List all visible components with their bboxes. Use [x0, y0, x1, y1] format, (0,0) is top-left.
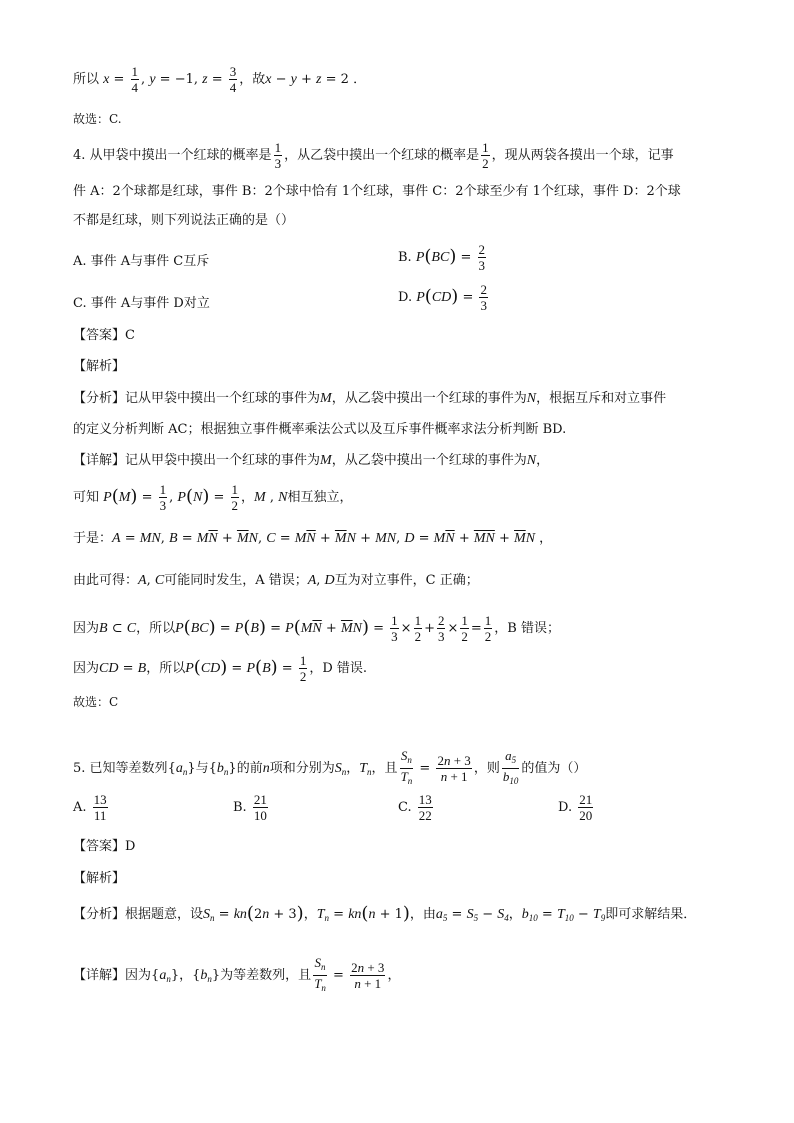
text: ，B 错误； — [494, 621, 560, 636]
text: ，故 — [239, 72, 266, 87]
option-label: D. — [398, 290, 413, 305]
text: 根据题意，设 — [125, 907, 204, 922]
text: 由此可得： — [73, 573, 139, 588]
answer-label: 【答案】 — [73, 839, 126, 854]
fraction: $\frac{1}{2}$ — [482, 140, 489, 171]
q4-stem-line3: 不都是红球，则下列说法正确的是（） — [73, 213, 295, 228]
text: ，且 — [371, 761, 398, 776]
text: ． — [353, 72, 367, 87]
text: ，从乙袋中摸出一个红球的事件为 — [331, 453, 527, 468]
q5-analysis-heading: 【解析】 — [73, 871, 126, 886]
numerator: 21 — [579, 792, 593, 807]
denominator: 10 — [253, 808, 267, 823]
q4-detail-line6: 因为CD = B，所以P(CD) = P(B) = $\frac{1}{2}$ ，D 错误. — [73, 653, 368, 684]
text: 于是： — [73, 531, 113, 546]
option-label: C. — [398, 800, 412, 815]
text: 与 — [195, 761, 209, 776]
q4-detail-line4: 由此可得：A, C可能同时发生，A 错误；A, D互为对立事件，C 正确； — [73, 573, 479, 588]
section-label: 【详解】 — [73, 968, 126, 983]
q4-stem-line2: 件 A：2个球都是红球，事件 B：2个球中恰有 1个红球，事件 C：2个球至少有 1个红球，事件 D：2个球 — [73, 184, 681, 199]
q5-option-a — [73, 792, 110, 823]
text: ， — [179, 968, 193, 983]
result-line: 所以 x = $\frac{1}{4}$ , y = −1, z = $\frac{3}{4}$ ，故x − y + z = 2 ． — [73, 64, 367, 95]
text: ，根据互斥和对立事件 — [536, 391, 667, 406]
numerator: 13 — [418, 792, 432, 807]
q4-stem-line1 — [73, 140, 674, 171]
text: 从甲袋中摸出一个红球的概率是 — [89, 148, 272, 163]
text: ，现从两袋各摸出一个球，记事 — [491, 148, 674, 163]
text: ，D 错误. — [309, 661, 368, 676]
numerator: 21 — [253, 792, 267, 807]
q4-option-a: A. 事件 A与事件 C互斥 — [73, 254, 210, 269]
denominator: 22 — [418, 808, 432, 823]
q5-option-d — [558, 792, 595, 823]
option-label: A. — [73, 800, 87, 815]
text: 可知 — [73, 490, 100, 505]
text: 可能同时发生，A 错误； — [164, 573, 308, 588]
answer-label: 【答案】 — [73, 328, 126, 343]
section-label: 【分析】 — [73, 391, 126, 406]
fraction: $\frac{1}{4}$ — [131, 64, 139, 95]
text: ，从乙袋中摸出一个红球的概率是 — [284, 148, 480, 163]
text: 记从甲袋中摸出一个红球的事件为 — [125, 391, 321, 406]
section-label: 【分析】 — [73, 907, 126, 922]
text: 因为 — [73, 661, 100, 676]
option-label: D. — [558, 800, 573, 815]
q5-option-c — [398, 792, 435, 823]
text: 项和分别为 — [269, 761, 335, 776]
text: ，所以 — [146, 661, 186, 676]
q5-fenxi: 【分析】根据题意，设$S_n = kn(2n + 3)$，$T_n = kn(n + 1)$，由$a_5 = S_5 - S_4$，$b_{10} = T_{10} - T_9$即可求解结果． — [73, 903, 697, 924]
q4-analysis-heading: 【解析】 — [73, 359, 126, 374]
option-label: B. — [233, 800, 247, 815]
q4-option-d: D. P(CD) = $\frac{2}{3}$ — [398, 282, 487, 313]
q4-detail-line1: 【详解】记从甲袋中摸出一个红球的事件为M，从乙袋中摸出一个红球的事件为N， — [73, 453, 550, 468]
text: 所以 — [73, 72, 100, 87]
text: 记从甲袋中摸出一个红球的事件为 — [125, 453, 321, 468]
fraction: $\frac{1}{3}$ — [274, 140, 282, 171]
q5-stem: 5. 已知等差数列$\{a_n\}$与$\{b_n\}$的前n项和分别为$S_n$，$T_n$，且 $\frac{S_n}{T_n}$ = $\frac{2n + 3}{n + 1}$ ，则 $\frac{a_5}{b_{10}}$ 的值为（） — [73, 748, 587, 786]
q4-detail-line2: 可知 P(M) = $\frac{1}{3}$ , P(N) = $\frac{1}{2}$ ，M , N相互独立， — [73, 482, 353, 513]
text: ，所以 — [136, 621, 176, 636]
text: ，从乙袋中摸出一个红球的事件为 — [331, 391, 527, 406]
q4-fenxi-line2: 的定义分析判断 AC；根据独立事件概率乘法公式以及互斥事件概率求法分析判断 BD. — [73, 422, 567, 437]
math: x — [103, 72, 110, 87]
q4-answer — [73, 327, 135, 345]
text: 为等差数列，且 — [220, 968, 312, 983]
text: 相互独立， — [287, 490, 353, 505]
q4-detail-line3: 于是：A = MN, $B = M\overline{N} + \overline{M}N$, $C = M\overline{N} + \overline{M}N$ + MN, $D = M\overline{N} + \overline{MN} + \overline{M}N$ ， — [73, 531, 553, 546]
denominator: 11 — [93, 808, 107, 823]
text: 即可求解结果． — [605, 907, 697, 922]
text: ，由 — [409, 907, 436, 922]
q5-answer — [73, 838, 135, 856]
text: ， — [508, 907, 522, 922]
selection-line: 故选：C. — [73, 112, 122, 126]
q5-detail: 【详解】因为$\{a_n\}$，$\{b_n\}$为等差数列，且 $\frac{S_n}{T_n}$ = $\frac{2n + 3}{n + 1}$ ， — [73, 955, 401, 993]
selection-line-2: 故选：C — [73, 695, 119, 709]
question-number: 5. — [73, 761, 86, 776]
text: 的前 — [236, 761, 263, 776]
text: ， — [536, 453, 550, 468]
q4-detail-line5: 因为B ⊂ C，所以$P(BC) = P(B) = P(M\overline{N} + \overline{M}N)$ = $\frac{1}{3}$ × $\frac{1}{2}$ + $\frac{2}{3}$ × $\frac{1}{2}$ = $\frac{1}{2}$ ，B 错误； — [73, 613, 560, 644]
text: 已知等差数列 — [89, 761, 168, 776]
answer-value: C — [125, 328, 135, 343]
q5-option-b — [233, 792, 270, 823]
question-number: 4. — [73, 148, 86, 163]
answer-value: D — [125, 839, 136, 854]
text: 互为对立事件，C 正确； — [334, 573, 479, 588]
q4-option-b: B. P(BC) = $\frac{2}{3}$ — [398, 242, 486, 273]
text: ，则 — [473, 761, 500, 776]
text: ， — [387, 968, 401, 983]
section-label: 【详解】 — [73, 453, 126, 468]
text: 的值为（） — [521, 761, 587, 776]
option-label: B. — [398, 250, 412, 265]
text: 因为 — [125, 968, 152, 983]
text: 因为 — [73, 621, 100, 636]
q4-option-c: C. 事件 A与事件 D对立 — [73, 296, 210, 311]
denominator: 20 — [579, 808, 593, 823]
q4-fenxi-line1: 【分析】记从甲袋中摸出一个红球的事件为M，从乙袋中摸出一个红球的事件为N，根据互斥和对立事件 — [73, 391, 667, 406]
numerator: 13 — [93, 792, 107, 807]
fraction: $\frac{3}{4}$ — [229, 64, 237, 95]
